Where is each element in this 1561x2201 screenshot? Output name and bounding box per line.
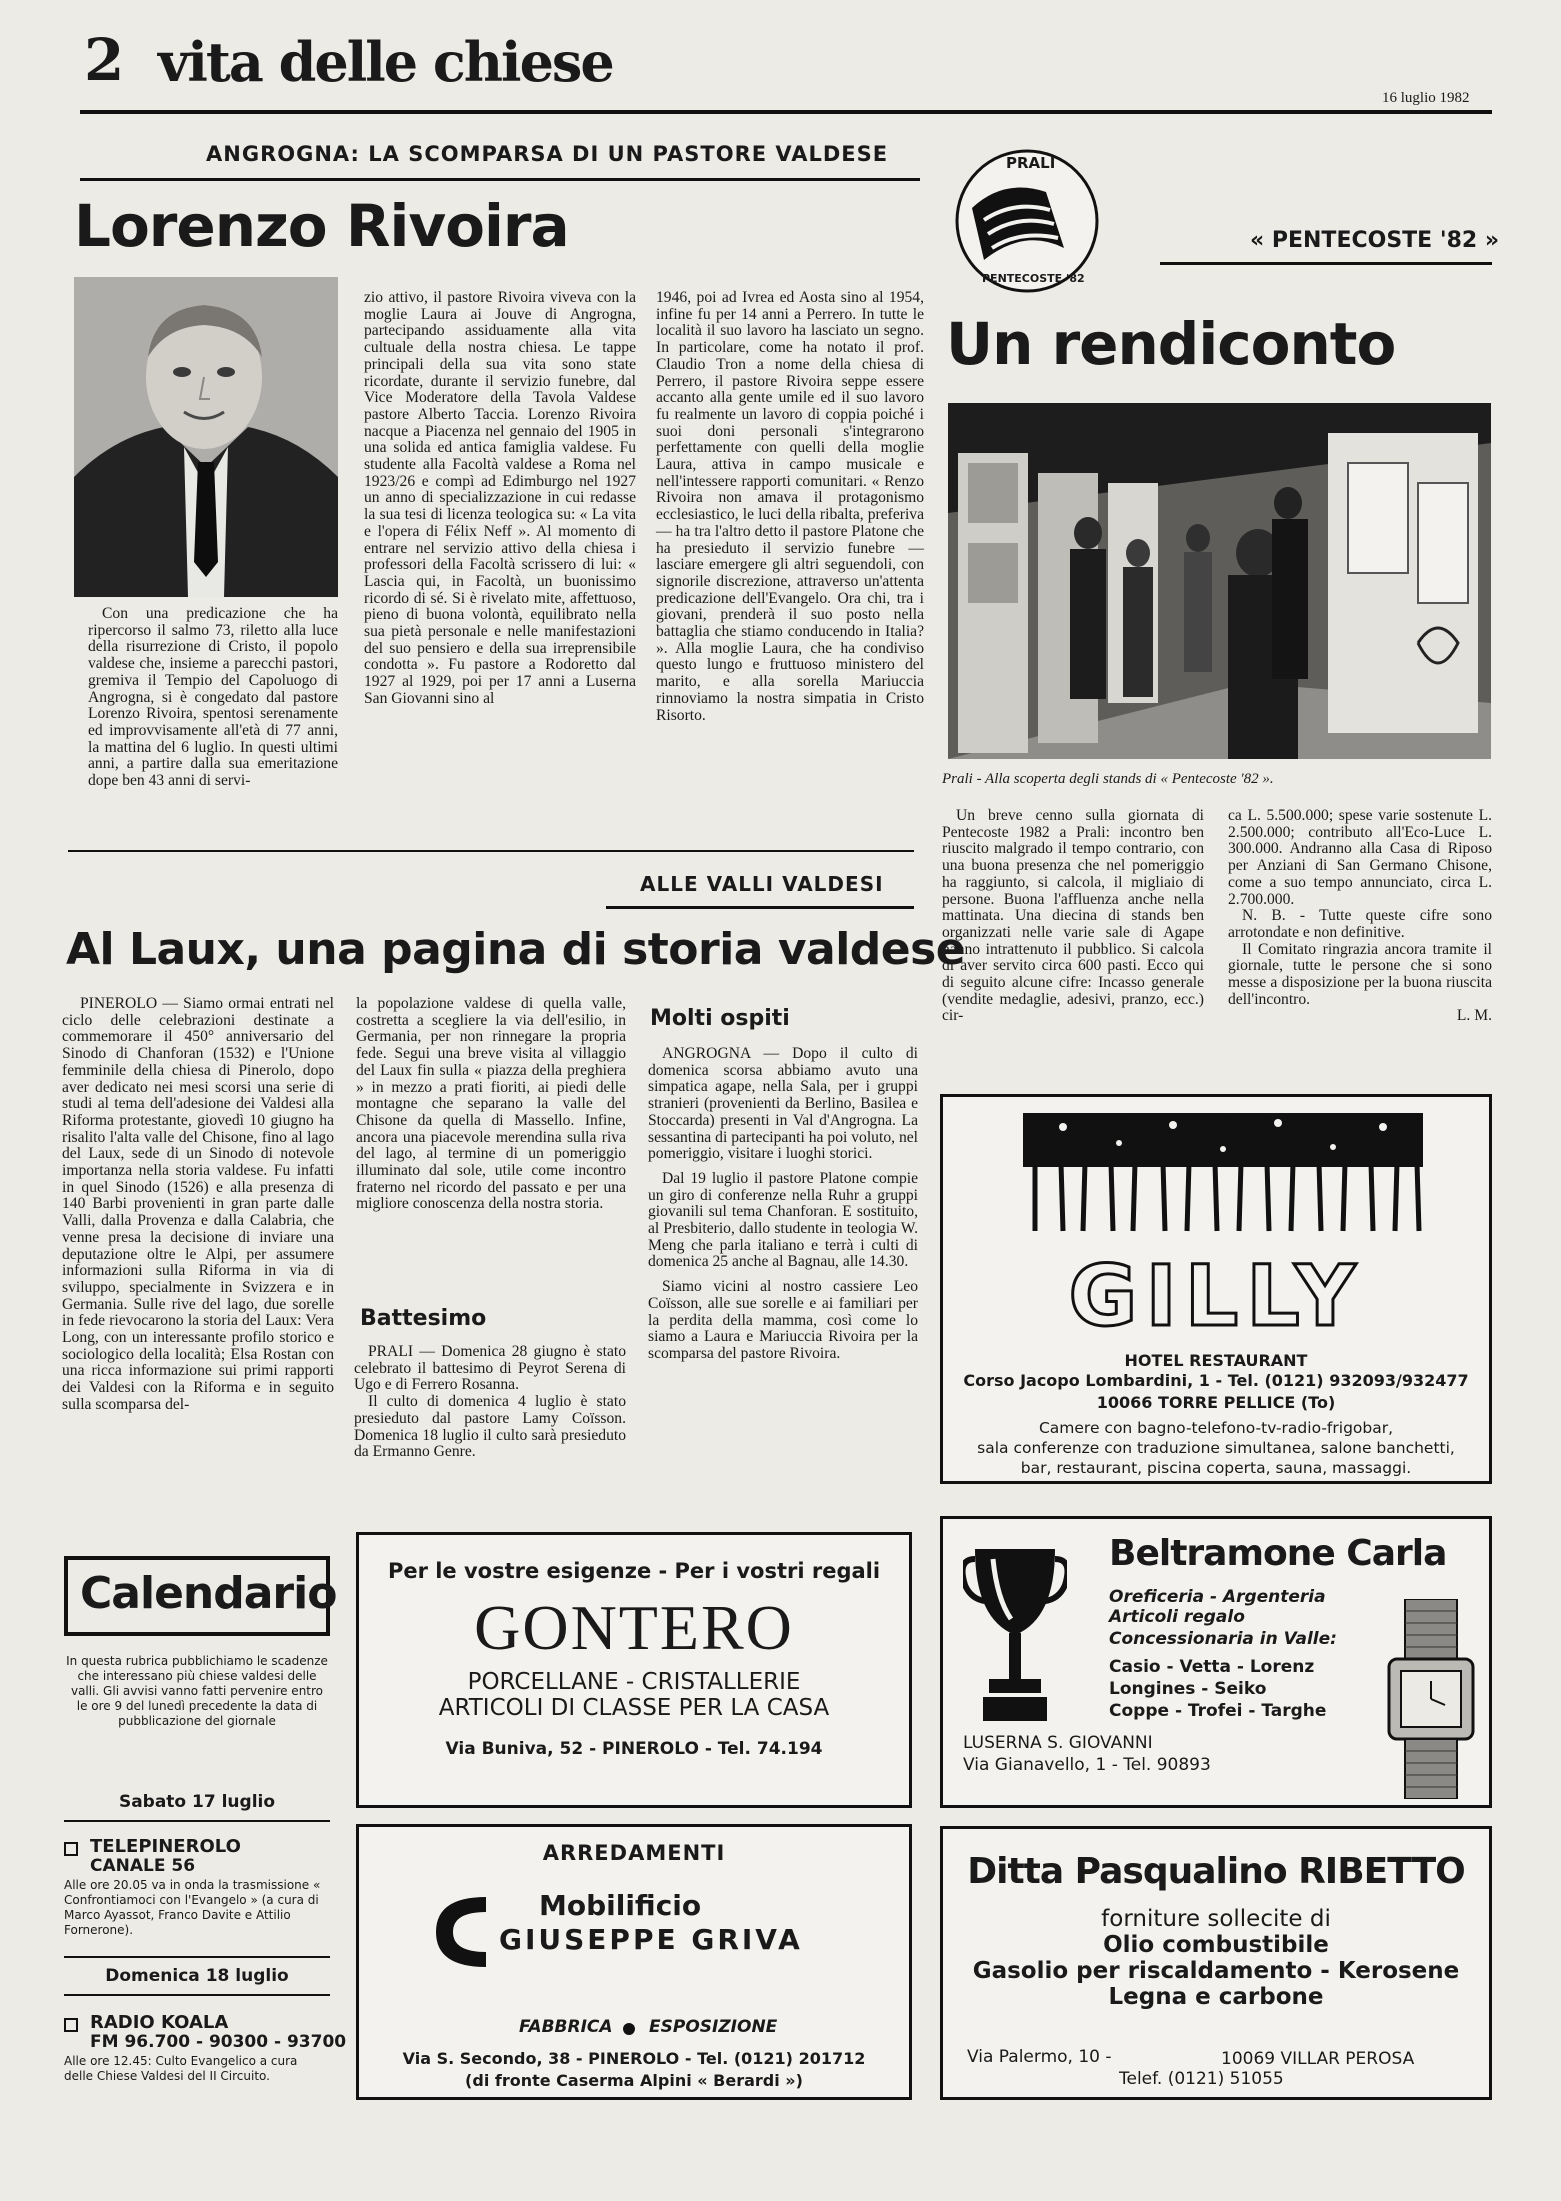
gontero-line-2: ARTICOLI DI CLASSE PER LA CASA <box>438 1695 830 1721</box>
ribetto-phone: Telef. (0121) 51055 <box>1119 2069 1284 2089</box>
calendario-title: Calendario <box>80 1568 337 1619</box>
pentecoste-kicker: « PENTECOSTE '82 » <box>1250 228 1500 253</box>
ribetto-address-1: Via Palermo, 10 - <box>967 2047 1112 2067</box>
pentecoste-column-1: Un breve cenno sulla giornata di Pentecoste 1982 a Prali: incontro ben riuscito malgrado il tempo contrario, con una buona presenza che nel pomeriggio ha raggiunto, si calcola, il migliaio di persone. Buona l'affluenza anche nella mattinata. Una diecina di stands ben organizzati nelle varie sale di Agape hanno intrattenuto il pubblico. Si calcola di aver servito circa 600 pasti. Ecco qui di seguito alcune cifre: Incasso generale (vendite medaglie, adesivi, pranzo, ecc.) cir- <box>942 807 1204 1025</box>
griva-top: ARREDAMENTI <box>542 1841 726 1865</box>
griva-logo-icon <box>431 1887 491 1981</box>
gontero-line-1: PORCELLANE - CRISTALLERIE <box>467 1669 801 1695</box>
ribetto-line-4: Legna e carbone <box>1108 1984 1324 2010</box>
ribetto-line-1: forniture sollecite di <box>1101 1906 1331 1932</box>
rivoira-column-3: 1946, poi ad Ivrea ed Aosta sino al 1954, infine fu per 14 anni a Perrero. In tutte le località il suo lavoro ha lasciato un segno. In particolare, come ha notato il prof. Claudio Tron a nome della chiesa di Perrero, il pastore Rivoira seppe essere accanto alla gente umile ed il suo lavoro fu realmente un lavoro di coppia poiché i suoi doni personali s'integrarono perfettamente con quelli della moglie Laura, attiva in campo musicale e nell'intessere rapporti comunitari. « Renzo Rivoira non amava il protagonismo ecclesiastico, le luci della ribalta, preferiva — ha tra l'altro detto il pastore Platone che ha presieduto il servizio funebre — lasciare emergere gli altri seguendoli, con signorile discrezione, attraverso un'attenta predicazione dell'Evangelo. Ora chi, tra i giovani, prenderà il suo posto nella battaglia che stiamo conducendo in Italia? ». Alla moglie Laura, che ha condiviso questo lungo e fruttuoso ministero del marito, e alla sorella Mariuccia rinnoviamo la nostra simpatia in Cristo Risorto. <box>656 289 924 724</box>
griva-tag-2: ESPOSIZIONE <box>649 2017 778 2037</box>
ribetto-ad <box>940 1826 1492 2100</box>
beltramone-products: Coppe - Trofei - Targhe <box>1109 1701 1327 1721</box>
forest-illustration <box>1023 1113 1423 1237</box>
rivoira-column-2: zio attivo, il pastore Rivoira viveva con la moglie Laura ai Jouve di Angrogna, partecipando assiduamente alla vita cultuale della nostra chiesa. Le tappe principali della sua vita sono state ricordate, durante il servizio funebre, dal Vice Moderatore della Tavola Valdese pastore Alberto Taccia. Lorenzo Rivoira nacque a Piacenza nel gennaio del 1905 in una solida ed antica famiglia valdese. Fu studente alla Facoltà valdese a Roma nel 1923/26 e compì ad Edimburgo nel 1927 un anno di specializzazione in cui redasse la sua tesi di licenza teologica su: « La vita e l'opera di Félix Neff ». Al momento di entrare nel servizio attivo della chiesa i professori della Facoltà scrissero di lui: « Lascia qui, in Facoltà, un buonissimo ricordo di sé. Si è rivelato mite, affettuoso, pieno di buona volontà, equilibrato nella sua pietà personale e nelle manifestazioni del suo pensiero e della sua irreprensibile condotta ». Fu pastore a Rodoretto dal 1927 al 1929, poi per 17 anni a Luserna San Giovanni sino al <box>364 289 636 707</box>
beltramone-ad <box>940 1516 1492 1808</box>
pentecoste-initials: L. M. <box>1456 1007 1492 1025</box>
pentecoste-closing: Il Comitato ringrazia ancora tramite il giornale, tutte le persone che si sono messe a disposizione per la buona riuscita dell'incontro. <box>1228 940 1492 1008</box>
stands-photo <box>948 403 1491 759</box>
ospiti-text-2: Dal 19 luglio il pastore Platone compie un giro di conferenze nella Ruhr a gruppi giovanili sul tema Chanforan. E sostituito, al Presbiterio, dallo studente in teologia W. Meng che parla italiano e terrà i culti di domenica 25 anche al Bagnau, alle 14.30. <box>648 1169 918 1271</box>
ospiti-column <box>648 1046 918 1363</box>
gilly-desc-2: sala conferenze con traduzione simultanea, salone banchetti, <box>977 1439 1455 1457</box>
beltramone-name: Beltramone Carla <box>1109 1533 1447 1574</box>
griva-ad <box>356 1824 912 2100</box>
ribetto-address-2: 10069 VILLAR PEROSA <box>1221 2049 1415 2069</box>
gontero-address: Via Buniva, 52 - PINEROLO - Tel. 74.194 <box>445 1739 823 1759</box>
ribetto-name: Ditta Pasqualino RIBETTO <box>967 1851 1465 1892</box>
battesimo-column <box>354 1344 626 1461</box>
radio-koala-frequencies: FM 96.700 - 90300 - 93700 <box>90 2032 347 2052</box>
rivoira-column-1: Con una predicazione che ha ripercorso il salmo 73, riletto alla luce della risurrezione di Cristo, il popolo valdese che, insieme a parecchi pastori, gremiva il Tempio del Capoluogo di Angrogna, si è congedato dal pastore Lorenzo Rivoira, spentosi serenamente ed improvvisamente all'età di 77 anni, la mattina del 6 luglio. In questi ultimi anni, a partire dalla sua emeritazione dope ben 43 anni di servi- <box>88 605 338 790</box>
page-number: 2 <box>84 26 125 94</box>
beltramone-brands-1: Casio - Vetta - Lorenz <box>1109 1657 1315 1677</box>
griva-tag-1: FABBRICA <box>519 2017 613 2037</box>
kicker-rule <box>80 178 920 181</box>
beltramone-line-1: Oreficeria - Argenteria <box>1109 1587 1326 1607</box>
gilly-address-1: Corso Jacopo Lombardini, 1 - Tel. (0121) 932093/932477 <box>963 1371 1469 1390</box>
gilly-sub: HOTEL RESTAURANT <box>1124 1351 1308 1370</box>
telepinerolo-title: TELEPINEROLO <box>90 1836 241 1857</box>
issue-date: 16 luglio 1982 <box>1382 90 1470 106</box>
beltramone-address-1: LUSERNA S. GIOVANNI <box>963 1733 1153 1753</box>
calendario-rule-3 <box>64 1994 330 1996</box>
bullet-icon <box>623 2023 635 2035</box>
wristwatch-icon <box>1383 1599 1479 1803</box>
rivoira-kicker: ANGROGNA: LA SCOMPARSA DI UN PASTORE VALDESE <box>206 142 889 166</box>
ospiti-heading: Molti ospiti <box>650 1006 790 1031</box>
griva-line-2: GIUSEPPE GRIVA <box>499 1923 803 1956</box>
pentecoste-nb: N. B. - Tutte queste cifre sono arrotondate e non definitive. <box>1228 907 1492 941</box>
telepinerolo-channel: CANALE 56 <box>90 1856 196 1876</box>
laux-column-1: PINEROLO — Siamo ormai entrati nel ciclo delle celebrazioni destinate a commemorare il 450° anniversario del Sinodo di Chanforan (1532) e l'Unione femminile della chiesa di Pinerolo, dopo aver dedicato nei mesi scorsi una serie di studi al tema dell'adesione dei Valdesi alla Riforma protestante, giovedì 10 giugno ha risalito l'alta valle del Chisone, fino al lago del Laux, sede di un Sinodo di notevole importanza nella storia valdese. Fu infatti in quel Sinodo (1526) e alla presenza di 140 Barbi provenienti in gran parte dalle Valli, dalla Provenza e dalla Calabria, che venne presa la decisione di inviare una deputazione oltre le Alpi, per assumere informazioni sulla Riforma in via di sviluppo, specialmente in Svizzera e in Germania. Sulle rive del lago, due sorelle in fede rievocarono la storia del Laux: Vera Long, con un interessante profilo storico e sociologico della località; Elsa Rostan con una ricca informazione sui primi rapporti dei Valdesi con la Riforma e in seguito sulla scomparsa del- <box>62 995 334 1413</box>
beltramone-line-3: Concessionaria in Valle: <box>1109 1629 1337 1649</box>
laux-title: Al Laux, una pagina di storia valdese <box>66 924 966 975</box>
calendario-rule-1 <box>64 1820 330 1822</box>
ribetto-line-3: Gasolio per riscaldamento - Kerosene <box>972 1958 1460 1984</box>
section-title: vita delle chiese <box>158 30 613 94</box>
gilly-ad <box>940 1094 1492 1484</box>
rivoira-title: Lorenzo Rivoira <box>74 192 569 260</box>
battesimo-note: Il culto di domenica 4 luglio è stato presieduto dal pastore Lamy Coïsson. Domenica 18 luglio il culto sarà presieduto da Ermanno Genre. <box>354 1393 626 1461</box>
gilly-name: GILLY <box>1068 1247 1364 1345</box>
pentecoste-column-2 <box>1228 808 1492 1025</box>
laux-column-2: la popolazione valdese di quella valle, costretta a scegliere la via dell'esilio, in Germania, per non rinnegare la propria fede. Segui una breve visita al villaggio del Laux fin sulla « piazza della preghiera » in mezzo a prati fioriti, ai piedi delle montagne che separano la valle del Chisone da quella di Massello. Infine, ancora una piacevole merendina sulla riva del lago, al termine di un pomeriggio illuminato dal sole, utile come incontro fraterno nel ricordo del passato e per una migliore conoscenza della nostra storia. <box>356 995 626 1213</box>
checkbox-icon <box>64 2018 78 2032</box>
telepinerolo-text: Alle ore 20.05 va in onda la trasmissione « Confrontiamoci con l'Evangelo » (a cura di Marco Ayassot, Franco Davite e Attilio Fornerone). <box>64 1878 321 1937</box>
laux-kicker: ALLE VALLI VALDESI <box>640 872 884 896</box>
calendario-day-2: Domenica 18 luglio <box>105 1966 289 1986</box>
gontero-name: GONTERO <box>474 1592 794 1663</box>
calendario-day-1: Sabato 17 luglio <box>118 1792 276 1812</box>
gontero-tagline: Per le vostre esigenze - Per i vostri regali <box>387 1559 881 1583</box>
logo-bottom-text: PENTECOSTE '82 <box>982 272 1085 285</box>
beltramone-line-2: Articoli regalo <box>1109 1607 1245 1627</box>
pentecoste-figures: ca L. 5.500.000; spese varie sostenute L. 2.500.000; contributo all'Eco-Luce L. 300.000. Andranno alla Casa di Riposo per Anziani di San Germano Chisone, come a suo tempo annunciato, circa L. 2.700.000. <box>1228 807 1492 908</box>
pentecoste-title: Un rendiconto <box>946 310 1396 378</box>
pentecoste-rule <box>1160 262 1492 265</box>
ribetto-line-2: Olio combustibile <box>1103 1932 1329 1958</box>
masthead-rule <box>80 110 1492 114</box>
griva-line-1: Mobilificio <box>539 1889 702 1922</box>
logo-top-text: PRALI <box>1006 154 1056 172</box>
gilly-desc-3: bar, restaurant, piscina coperta, sauna, massaggi. <box>1020 1459 1412 1477</box>
beltramone-brands-2: Longines - Seiko <box>1109 1679 1267 1699</box>
gilly-address-2: 10066 TORRE PELLICE (To) <box>1096 1393 1336 1412</box>
radio-koala-text: Alle ore 12.45: Culto Evangelico a cura delle Chiese Valdesi del II Circuito. <box>64 2054 298 2083</box>
battesimo-text: PRALI — Domenica 28 giugno è stato celebrato il battesimo di Peyrot Serena di Ugo e di Ferrero Rosanna. <box>354 1343 626 1394</box>
griva-address-1: Via S. Secondo, 38 - PINEROLO - Tel. (0121) 201712 <box>402 2049 866 2068</box>
calendario-intro: In questa rubrica pubblichiamo le scadenze che interessano più chiese valdesi delle valli. Gli avvisi vanno fatti pervenire entro le ore 9 del lunedì precedente la data di pubblicazione del giornale <box>66 1654 328 1728</box>
griva-address-2: (di fronte Caserma Alpini « Berardi ») <box>465 2071 803 2090</box>
calendario-rule-2 <box>64 1956 330 1958</box>
gilly-desc-1: Camere con bagno-telefono-tv-radio-frigobar, <box>1038 1419 1394 1437</box>
ospiti-text-3: Siamo vicini al nostro cassiere Leo Coïsson, alle sue sorelle e ai familiari per la perdita della mamma, così come lo siamo a Laura e Mariuccia Rivoira per la scomparsa del pastore Rivoira. <box>648 1278 918 1362</box>
portrait-photo <box>74 277 338 597</box>
radio-koala-title: RADIO KOALA <box>90 2012 229 2033</box>
battesimo-heading: Battesimo <box>360 1306 487 1331</box>
trophy-icon <box>963 1539 1067 1733</box>
laux-kicker-rule <box>606 906 914 909</box>
gontero-ad <box>356 1532 912 1808</box>
beltramone-address-2: Via Gianavello, 1 - Tel. 90893 <box>963 1755 1211 1775</box>
section-divider <box>68 850 914 852</box>
ospiti-text-1: ANGROGNA — Dopo il culto di domenica scorsa abbiamo avuto una simpatica agape, nella Sala, per i gruppi stranieri (provenienti da Berlino, Basilea e Stoccarda) presenti in Val d'Angrogna. La sessantina di partecipanti ha poi voluto, nel pomeriggio, visitare i luoghi storici. <box>648 1045 918 1163</box>
photo-caption: Prali - Alla scoperta degli stands di « Pentecoste '82 ». <box>942 771 1274 787</box>
checkbox-icon <box>64 1842 78 1856</box>
